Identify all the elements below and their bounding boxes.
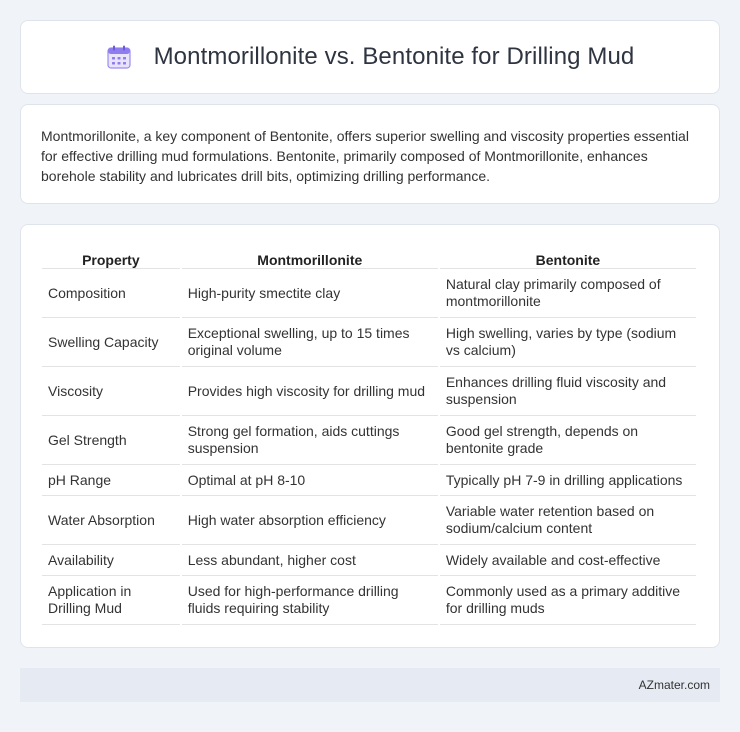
table-cell: Water Absorption	[42, 496, 180, 545]
intro-card	[20, 104, 720, 204]
table-cell: Less abundant, higher cost	[182, 545, 438, 576]
table-cell: High swelling, varies by type (sodium vs calcium)	[440, 318, 696, 367]
table-row	[42, 318, 696, 367]
table-cell: Swelling Capacity	[42, 318, 180, 367]
footer-brand: AZmater.com	[638, 678, 710, 692]
table-cell: Widely available and cost-effective	[440, 545, 696, 576]
column-header-property: Property	[42, 245, 180, 269]
table-cell: Good gel strength, depends on bentonite grade	[440, 416, 696, 465]
table-cell: Typically pH 7-9 in drilling applications	[440, 465, 696, 496]
table-row	[42, 416, 696, 465]
table-cell: High-purity smectite clay	[182, 269, 438, 318]
table-row	[42, 367, 696, 416]
table-row	[42, 269, 696, 318]
table-cell: Enhances drilling fluid viscosity and suspension	[440, 367, 696, 416]
footer-bar	[20, 668, 720, 702]
table-cell: Variable water retention based on sodium/calcium content	[440, 496, 696, 545]
column-header-montmorillonite: Montmorillonite	[182, 245, 438, 269]
comparison-table	[40, 245, 698, 625]
table-cell: Commonly used as a primary additive for drilling muds	[440, 576, 696, 625]
table-header-row	[42, 245, 696, 269]
table-row	[42, 496, 696, 545]
table-cell: Gel Strength	[42, 416, 180, 465]
table-cell: Availability	[42, 545, 180, 576]
table-row	[42, 545, 696, 576]
table-cell: Used for high-performance drilling fluids requiring stability	[182, 576, 438, 625]
table-cell: Composition	[42, 269, 180, 318]
table-row	[42, 465, 696, 496]
page-title: Montmorillonite vs. Bentonite for Drilling Mud	[153, 43, 635, 70]
table-cell: Strong gel formation, aids cuttings suspension	[182, 416, 438, 465]
title-card	[20, 20, 720, 94]
table-cell: pH Range	[42, 465, 180, 496]
comparison-card	[20, 224, 720, 648]
table-cell: High water absorption efficiency	[182, 496, 438, 545]
table-cell: Natural clay primarily composed of montmorillonite	[440, 269, 696, 318]
intro-text: Montmorillonite, a key component of Bentonite, offers superior swelling and viscosity properties essential for effective drilling mud formulations. Bentonite, primarily composed of Montmorillonite, enhances borehole stability and lubricates drill bits, optimizing drilling performance.	[41, 128, 689, 184]
table-cell: Viscosity	[42, 367, 180, 416]
table-cell: Optimal at pH 8-10	[182, 465, 438, 496]
table-cell: Application in Drilling Mud	[42, 576, 180, 625]
calendar-icon	[106, 44, 132, 70]
table-cell: Exceptional swelling, up to 15 times original volume	[182, 318, 438, 367]
table-row	[42, 576, 696, 625]
column-header-bentonite: Bentonite	[440, 245, 696, 269]
table-cell: Provides high viscosity for drilling mud	[182, 367, 438, 416]
